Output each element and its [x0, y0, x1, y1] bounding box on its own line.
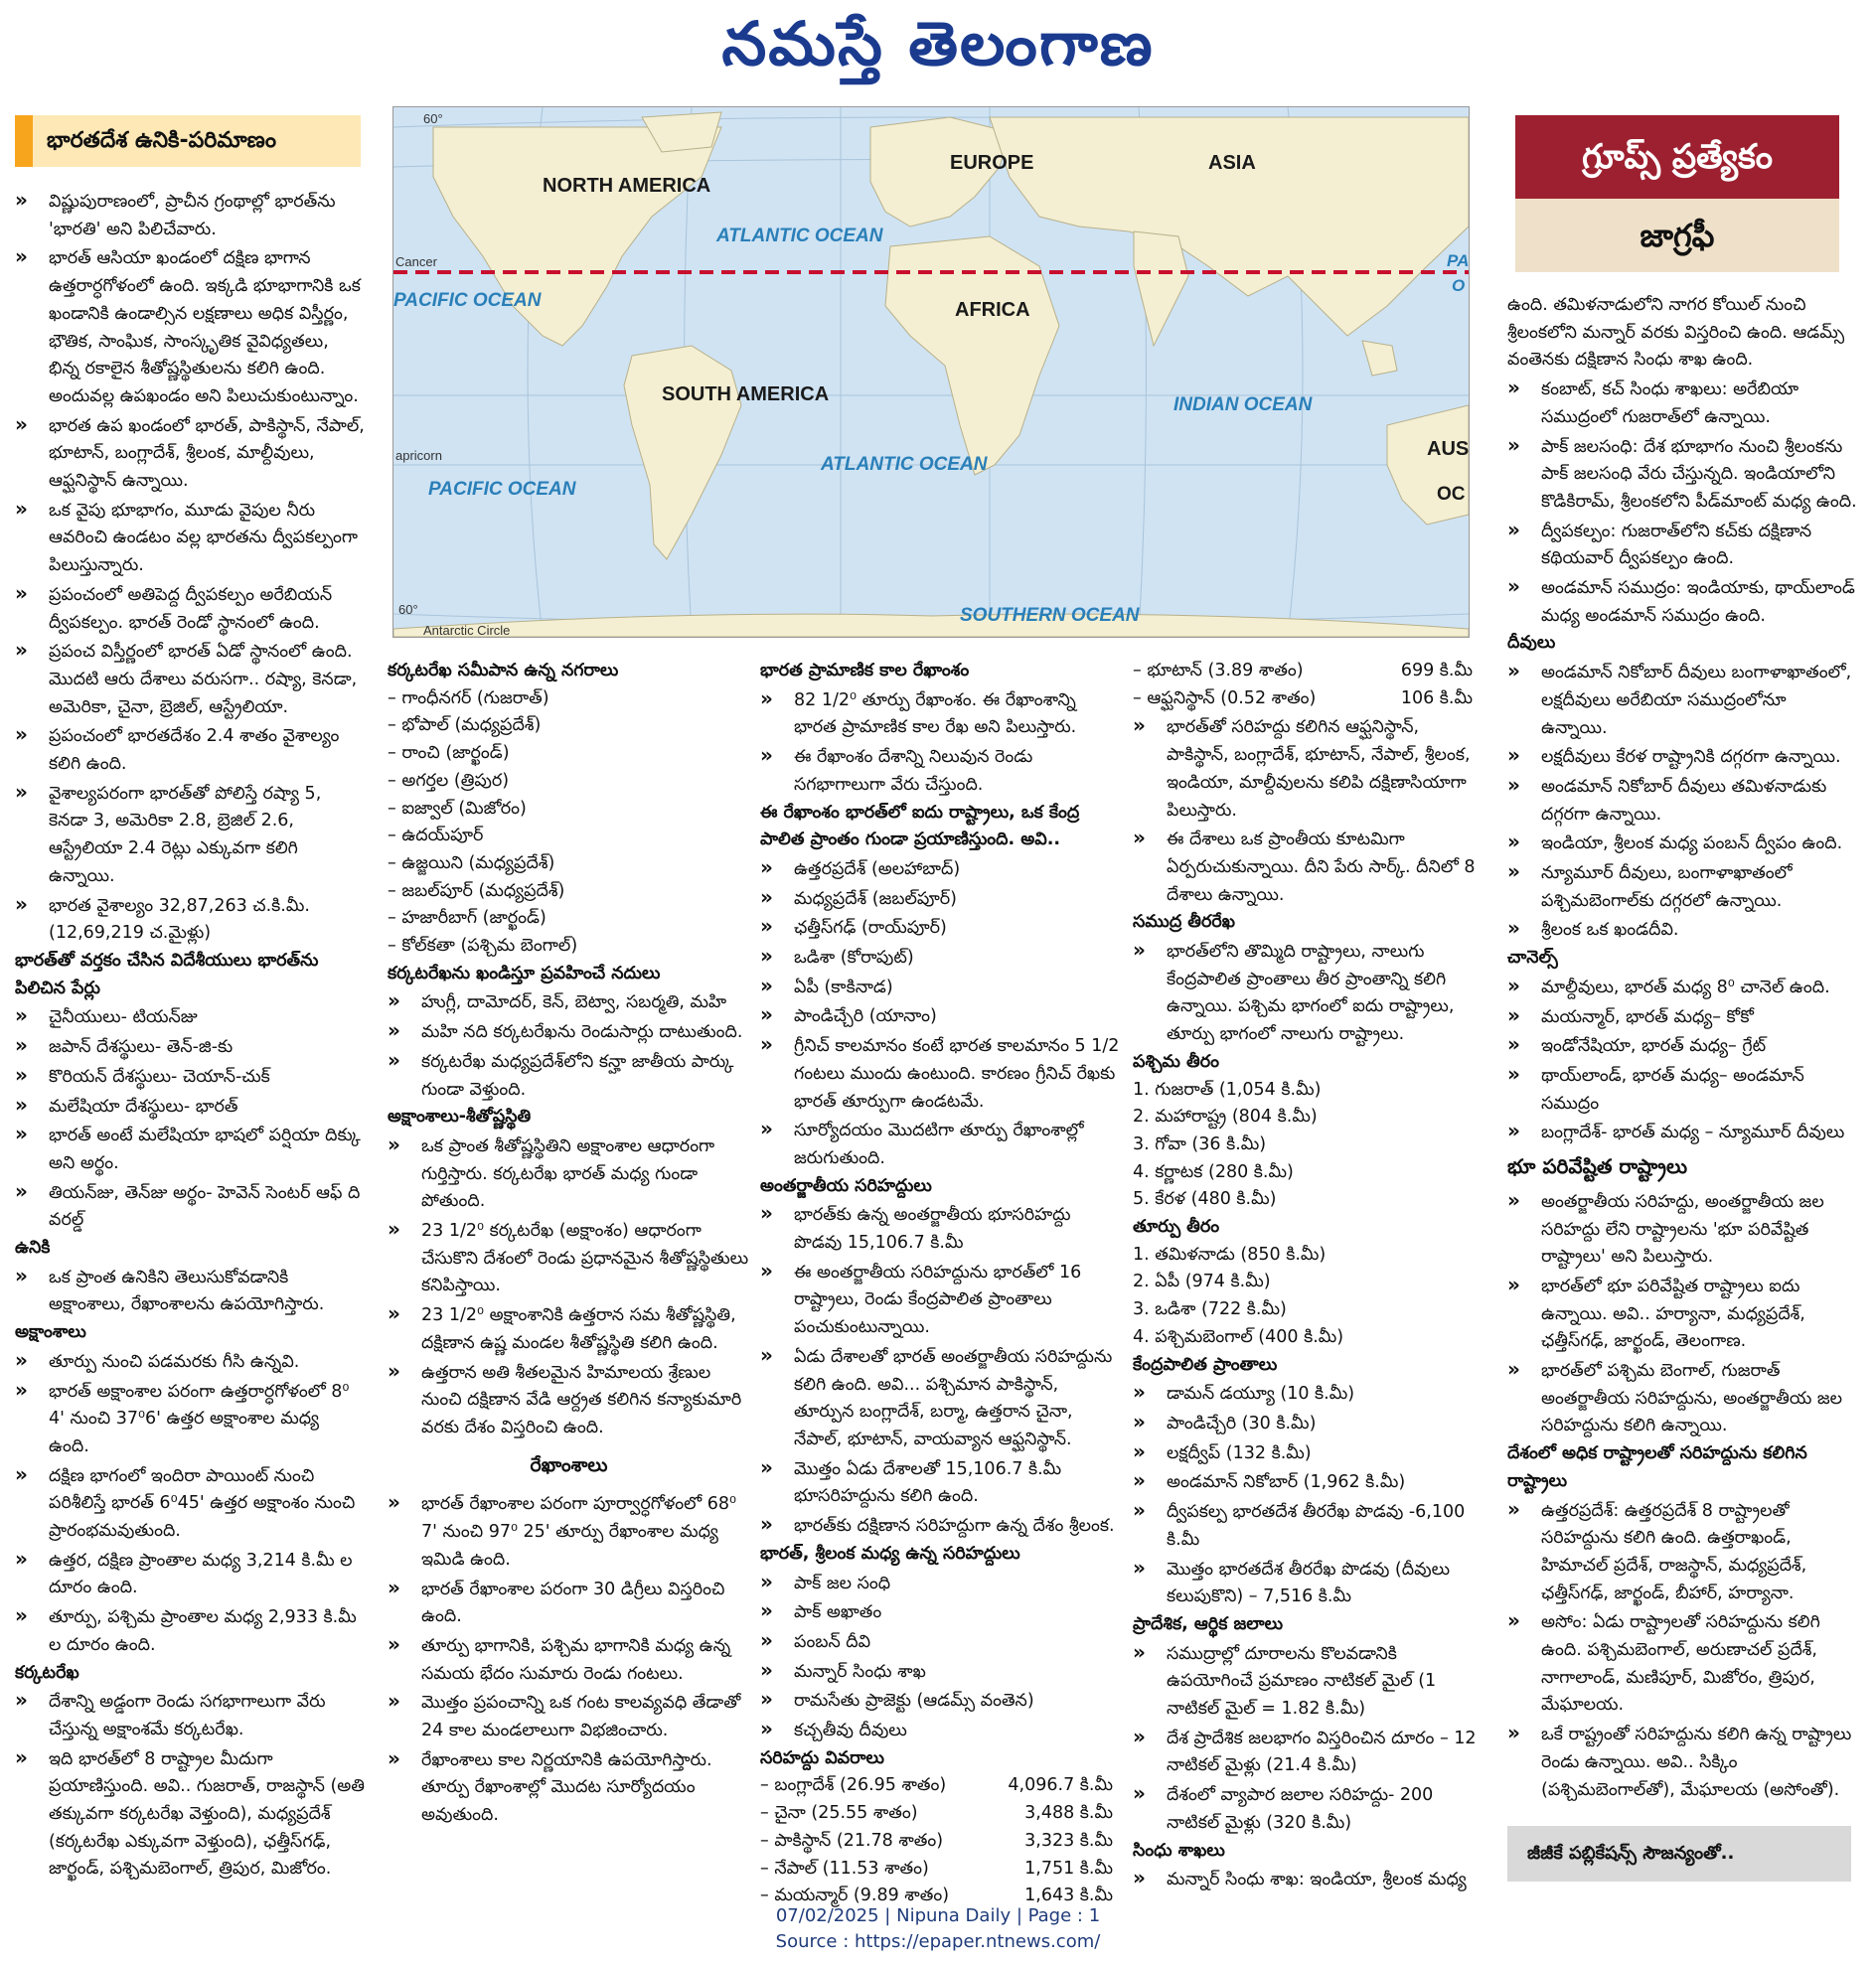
bullet-item: » కొరియన్ దేశస్థులు- చెయాన్-చుక్ — [15, 1062, 365, 1092]
map-label: PACIFIC OCEAN — [428, 479, 576, 500]
subheading: ప్రాదేశిక, ఆర్థిక జలాలు — [1133, 1613, 1284, 1634]
subheading: చానెల్స్ — [1507, 948, 1558, 969]
bullet-item: » మొత్తం ప్రపంచాన్ని ఒక గంట కాలవ్యవధి తేడాతో 24 కాల మండలాలుగా విభజించారు. — [388, 1688, 750, 1744]
text-line: 5. కేరళ (480 కి.మీ) — [1133, 1189, 1277, 1210]
bullet-item: » డామన్ డయ్యూ (10 కి.మీ) — [1133, 1379, 1483, 1409]
bullet-item: » మయన్మార్, భారత్ మధ్య– కోకో — [1507, 1002, 1857, 1032]
bullet-item: » ఇండోనేషియా, భారత్ మధ్య– గ్రేట్ — [1507, 1031, 1857, 1061]
border-row — [1133, 685, 1483, 713]
map-label: AUS — [1427, 438, 1469, 460]
dash-item: – గాంధీనగర్ (గుజరాత్) — [388, 685, 750, 713]
bullet-item: » శ్రీలంక ఒక ఖండదీవి. — [1507, 915, 1857, 945]
subheading: కర్కటరేఖ సమీపాన ఉన్న నగరాలు — [388, 661, 619, 680]
border-country: – భూటాన్ (3.89 శాతం) — [1133, 658, 1304, 685]
bullet-item: » మధ్యప్రదేశ్ (జబల్‌పూర్) — [760, 884, 1123, 914]
text-line: 3. గోవా (36 కి.మీ) — [1133, 1133, 1267, 1154]
bullet-item: » సూర్యోదయం మొదటిగా తూర్పు రేఖాంశాల్లో జరుగుతుంది. — [760, 1116, 1123, 1172]
subheading: సింధు శాఖలు — [1133, 1840, 1225, 1861]
subheading: అక్షాంశాలు — [15, 1322, 86, 1343]
bullet-item: » ఒకే రాష్ట్రంతో సరిహద్దును కలిగి ఉన్న రాష్ట్రాలు రెండు ఉన్నాయి. అవి.. సిక్కిం (పశ్చిమబెంగాల్‌తో), మేఘాలయ (అసోంతో). — [1507, 1720, 1857, 1804]
text-line: 3. ఒడిశా (722 కి.మీ) — [1133, 1299, 1287, 1320]
text-line: 4. పశ్చిమబెంగాల్ (400 కి.మీ) — [1133, 1326, 1344, 1347]
bullet-item: » భారత్ అంటే మలేషియా భాషలో పర్షియా దిక్కు అని అర్థం. — [15, 1121, 365, 1177]
bullet-item: » బంగ్లాదేశ్- భారత్ మధ్య – న్యూమూర్ దీవులు — [1507, 1118, 1857, 1147]
bullet-item: » భారత్‌లోని తొమ్మిది రాష్ట్రాలు, నాలుగు కేంద్రపాలిత ప్రాంతాలు తీర ప్రాంతాన్ని కలిగి ఉన్నాయి. పశ్చిమ భాగంలో ఐదు రాష్ట్రాలు, తూర్పు భాగంలో నాలుగు రాష్ట్రాలు. — [1133, 937, 1483, 1049]
bullet-item: » తూర్పు, పశ్చిమ ప్రాంతాల మధ్య 2,933 కి.మీ ల దూరం ఉంది. — [15, 1602, 365, 1659]
bullet-item: » ద్వీపకల్ప భారతదేశ తీరరేఖ పొడవు -6,100 కి.మీ — [1133, 1497, 1483, 1554]
dash-item: – అగర్తల (త్రిపుర) — [388, 768, 750, 796]
bullet-item: » పంబన్ దీవి — [760, 1627, 1123, 1657]
map-label: ATLANTIC OCEAN — [821, 454, 988, 475]
bullet-item: » థాయ్‌లాండ్, భారత్ మధ్య– అండమాన్ సముద్రం — [1507, 1061, 1857, 1118]
footer-date: 07/02/2025 | Nipuna Daily | Page : 1 — [775, 1905, 1101, 1926]
subheading: కర్కటరేఖ — [15, 1662, 79, 1683]
bullet-item: » ఉత్తర, దక్షిణ ప్రాంతాల మధ్య 3,214 కి.మీ ల దూరం ఉంది. — [15, 1546, 365, 1602]
subheading: పశ్చిమ తీరం — [1133, 1051, 1219, 1072]
bullet-item: » తియన్‌జు, తెన్‌జు అర్థం- హెవెన్ సెంటర్ ఆఫ్ ది వరల్డ్ — [15, 1178, 365, 1235]
credit-box: జీజీకే పబ్లికేషన్స్ సౌజన్యంతో.. — [1507, 1826, 1851, 1882]
bullet-item: » ప్రపంచంలో అతిపెద్ద ద్వీపకల్పం అరేబియన్ ద్వీపకల్పం. భారత్ రెండో స్థానంలో ఉంది. — [15, 580, 365, 637]
bullet-item: » పాండిచ్చేరి (30 కి.మీ) — [1133, 1409, 1483, 1438]
bullet-item: » మలేషియా దేశస్థులు- భారత్ — [15, 1092, 365, 1122]
column-2 — [388, 658, 750, 1830]
map-label: EUROPE — [950, 152, 1034, 174]
bullet-item: » 23 1/2⁰ అక్షాంశానికి ఉత్తరాన సమ శీతోష్ణస్థితి, దక్షిణాన ఉష్ణ మండల శీతోష్ణస్థితి కలిగి ఉంది. — [388, 1300, 750, 1357]
subheading: దీవులు — [1507, 633, 1556, 654]
bullet-item: » పాక్ జల సంధి — [760, 1569, 1123, 1598]
bullet-item: » ఒడిశా (కోరాపుట్) — [760, 943, 1123, 973]
border-country: – చైనా (25.55 శాతం) — [760, 1800, 918, 1828]
bullet-item: » రేఖాంశాలు కాల నిర్ణయానికి ఉపయోగిస్తారు. తూర్పు రేఖాంశాల్లో మొదట సూర్యోదయం అవుతుంది. — [388, 1745, 750, 1830]
text-line: 2. ఏపీ (974 కి.మీ) — [1133, 1272, 1271, 1292]
bullet-item: » ఒక ప్రాంత శీతోష్ణస్థితిని అక్షాంశాల ఆధారంగా గుర్తిస్తారు. కర్కటరేఖ భారత్ మధ్య గుండా పోతుంది. — [388, 1132, 750, 1216]
column-1 — [15, 187, 365, 1884]
bullet-item: » ఇది భారత్‌లో 8 రాష్ట్రాల మీదుగా ప్రయాణిస్తుంది. అవి.. గుజరాత్, రాజస్థాన్ (అతి తక్కువగా కర్కటరేఖ వెళ్తుంది), మధ్యప్రదేశ్ (కర్కటరేఖ ఎక్కువగా వెళ్తుంది), ఛత్తీస్‌గఢ్, జార్ఖండ్, పశ్చిమబెంగాల్, త్రిపుర, మిజోరం. — [15, 1744, 365, 1885]
border-country: – బంగ్లాదేశ్ (26.95 శాతం) — [760, 1772, 946, 1800]
map-label: SOUTH AMERICA — [662, 383, 830, 405]
bullet-item: » భారత్ రేఖాంశాల పరంగా 30 డిగ్రీలు విస్తరించి ఉంది. — [388, 1575, 750, 1631]
bullet-item: » అంతర్జాతీయ సరిహద్దు, అంతర్జాతీయ జల సరిహద్దు లేని రాష్ట్రాలను 'భూ పరివేష్టిత రాష్ట్రాలు' అని పిలుస్తారు. — [1507, 1187, 1857, 1272]
map-label: OC — [1437, 484, 1466, 505]
bullet-item: » దేశంలో వ్యాపార జలాల సరిహద్దు- 200 నాటికల్ మైళ్లు (320 కి.మీ) — [1133, 1780, 1483, 1837]
map-label: AFRICA — [955, 299, 1030, 321]
dash-item: – కోల్‌కతా (పశ్చిమ బెంగాల్) — [388, 933, 750, 961]
bullet-item: » మహి నది కర్కటరేఖను రెండుసార్లు దాటుతుంది. — [388, 1017, 750, 1047]
bullet-item: » దేశాన్ని అడ్డంగా రెండు సగభాగాలుగా వేరు చేస్తున్న అక్షాంశమే కర్కటరేఖ. — [15, 1687, 365, 1743]
bullet-item: » అండమాన్ నికోబార్ (1,962 కి.మీ) — [1133, 1467, 1483, 1497]
bullet-item: » భారత ఉప ఖండంలో భారత్, పాకిస్థాన్, నేపాల్, భూటాన్, బంగ్లాదేశ్, శ్రీలంక, మాల్దీవులు, ఆఫ్ఘనిస్థాన్ ఉన్నాయి. — [15, 411, 365, 496]
dash-item: – భోపాల్ (మధ్యప్రదేశ్) — [388, 712, 750, 740]
bullet-item: » ఈ దేశాలు ఒక ప్రాంతీయ కూటమిగా ఏర్పరుచుకున్నాయి. దీని పేరు సార్క్. దీనిలో 8 దేశాలు ఉన్నాయి. — [1133, 825, 1483, 909]
map-label: 60° — [398, 602, 418, 617]
bullet-item: » 23 1/2⁰ కర్కటరేఖ (అక్షాంశం) ఆధారంగా చేసుకొని దేశంలో రెండు ప్రధానమైన శీతోష్ణస్థితులు కనిపిస్తాయి. — [388, 1216, 750, 1300]
subheading: భారత ప్రామాణిక కాల రేఖాంశం — [760, 661, 970, 680]
bullet-item: » దక్షిణ భాగంలో ఇందిరా పాయింట్ నుంచి పరిశీలిస్తే భారత్ 6⁰45' ఉత్తర అక్షాంశం నుంచి ప్రారంభమవుతుంది. — [15, 1461, 365, 1546]
bullet-item: » భారత్ ఆసియా ఖండంలో దక్షిణ భాగాన ఉత్తరార్ధగోళంలో ఉంది. ఇక్కడి భూభాగానికి ఒక ఖండానికి ఉండాల్సిన లక్షణాలు అధిక విస్తీర్ణం, భౌతిక, సాంఘిక, సాంస్కృతిక వైవిధ్యతలు, భిన్న రకాలైన శీతోష్ణస్థితులను కలిగి ఉంది. అందువల్ల ఉపఖండం అని పిలుచుకుంటున్నాం. — [15, 243, 365, 410]
bullet-item: » జపాన్ దేశస్థులు- తెన్-జి-కు — [15, 1032, 365, 1062]
bullet-item: » ఛత్తీస్‌గఢ్ (రాయ్‌పూర్) — [760, 913, 1123, 943]
bullet-item: » భారత వైశాల్యం 32,87,263 చ.కి.మీ. (12,69,219 చ.మైళ్లు) — [15, 891, 365, 948]
map-label: Antarctic Circle — [423, 623, 511, 637]
bullet-item: » ఒక ప్రాంత ఉనికిని తెలుసుకోవడానికి అక్షాంశాలు, రేఖాంశాలను ఉపయోగిస్తారు. — [15, 1263, 365, 1319]
border-length: 3,323 కి.మీ — [1024, 1830, 1113, 1851]
subheading: తూర్పు తీరం — [1133, 1217, 1220, 1238]
subheading: సరిహద్దు వివరాలు — [760, 1747, 884, 1768]
map-label: SOUTHERN OCEAN — [960, 605, 1140, 626]
border-length: 1,751 కి.మీ — [1024, 1858, 1113, 1879]
bullet-item: » ఇండియా, శ్రీలంక మధ్య పంబన్ ద్వీపం ఉంది. — [1507, 829, 1857, 858]
map-label: INDIAN OCEAN — [1173, 394, 1313, 415]
bullet-item: » తూర్పు నుంచి పడమరకు గీసి ఉన్నవి. — [15, 1347, 365, 1377]
column-5 — [1507, 292, 1857, 1804]
column-4 — [1133, 658, 1483, 1894]
text-line: ఉంది. తమిళనాడులోని నాగర కోయిల్ నుంచి శ్రీలంకలోని మన్నార్ వరకు విస్తరించి ఉంది. ఆడమ్స్ వంతెనకు దక్షిణాన సింధు శాఖ ఉంది. — [1507, 295, 1845, 371]
bullet-item: » చైనీయులు- టియన్‌జు — [15, 1002, 365, 1032]
border-row — [760, 1800, 1123, 1828]
bullet-item: » అండమాన్ నికోబార్ దీవులు తమిళనాడుకు దగ్గరగా ఉన్నాయి. — [1507, 772, 1857, 829]
border-row — [1133, 658, 1483, 685]
bullet-item: » సముద్రాల్లో దూరాలను కొలవడానికి ఉపయోగించే ప్రమాణం నాటికల్ మైల్ (1 నాటికల్ మైల్ = 1.82 కి.మీ) — [1133, 1639, 1483, 1724]
border-row — [760, 1856, 1123, 1884]
border-length: 699 కి.మీ — [1400, 661, 1473, 680]
bullet-item: » పాండిచ్చేరి (యానాం) — [760, 1001, 1123, 1031]
bullet-item: » పాక్ అఖాతం — [760, 1597, 1123, 1627]
map-label: apricorn — [395, 448, 442, 463]
map-label: ATLANTIC OCEAN — [716, 226, 883, 246]
dash-item: – ఉజ్జయిని (మధ్యప్రదేశ్) — [388, 850, 750, 878]
border-length: 1,643 కి.మీ — [1024, 1886, 1113, 1906]
border-country: – ఆఫ్ఘనిస్థాన్ (0.52 శాతం) — [1133, 685, 1316, 713]
bullet-item: » కంబాట్, కచ్ సింధు శాఖలు: అరేబియా సముద్రంలో గుజరాత్‌లో ఉన్నాయి. — [1507, 375, 1857, 431]
border-country: – మయన్మార్ (9.89 శాతం) — [760, 1883, 949, 1910]
bullet-item: » అండమాన్ సముద్రం: ఇండియాకు, థాయ్‌లాండ్ మధ్య అండమాన్ సముద్రం ఉంది. — [1507, 573, 1857, 630]
bullet-item: » హుగ్లీ, దామోదర్, కెన్, బెట్వా, సబర్మతి, మహి — [388, 987, 750, 1017]
map-label: NORTH AMERICA — [543, 175, 711, 197]
column-3 — [760, 658, 1123, 1910]
subheading: కేంద్రపాలిత ప్రాంతాలు — [1133, 1354, 1278, 1375]
bullet-item: » మాల్దీవులు, భారత్ మధ్య 8⁰ చానెల్ ఉంది. — [1507, 973, 1857, 1002]
dash-item: – ఉదయ్‌పూర్ — [388, 823, 750, 850]
text-line: 4. కర్ణాటక (280 కి.మీ) — [1133, 1161, 1294, 1182]
bullet-item: » ఏడు దేశాలతో భారత్ అంతర్జాతీయ సరిహద్దును కలిగి ఉంది. అవి... పశ్చిమాన పాకిస్థాన్, తూర్పున బంగ్లాదేశ్, బర్మా, ఉత్తరాన చైనా, నేపాల్, భూటాన్, వాయవ్యాన ఆఫ్ఘనిస్థాన్. — [760, 1342, 1123, 1454]
bullet-item: » ప్రపంచంలో భారతదేశం 2.4 శాతం వైశాల్యం కలిగి ఉంది. — [15, 721, 365, 778]
banner-top: గ్రూప్స్ ప్రత్యేకం — [1515, 115, 1839, 199]
footer-source: Source : https://epaper.ntnews.com/ — [775, 1931, 1101, 1952]
map-label: PACIFIC OCEAN — [393, 290, 542, 311]
bullet-item: » మన్నార్ సింధు శాఖ — [760, 1657, 1123, 1687]
map-label: O — [1452, 276, 1466, 295]
bullet-item: » ఉత్తరప్రదేశ్ (అలహాబాద్) — [760, 854, 1123, 884]
footer — [0, 1903, 1876, 1955]
bullet-item: » భారత్‌తో సరిహద్దు కలిగిన ఆఫ్ఘనిస్థాన్, పాకిస్థాన్, బంగ్లాదేశ్, భూటాన్, నేపాల్, శ్రీలంక, ఇండియా, మాల్దీవులను కలిపి దక్షిణాసియాగా పిలుస్తారు. — [1133, 712, 1483, 825]
dash-item: – హజారీబాగ్ (జార్ఖండ్) — [388, 905, 750, 933]
text-line: 2. మహారాష్ట్ర (804 కి.మీ) — [1133, 1107, 1318, 1128]
subheading: కర్కటరేఖను ఖండిస్తూ ప్రవహించే నదులు — [388, 963, 661, 983]
bullet-item: » తూర్పు భాగానికి, పశ్చిమ భాగానికి మధ్య ఉన్న సమయ భేదం సుమారు రెండు గంటలు. — [388, 1631, 750, 1688]
dash-item: – ఐజ్వాల్ (మిజోరం) — [388, 796, 750, 824]
bullet-item: » లక్షద్వీప్ (132 కి.మీ) — [1133, 1438, 1483, 1468]
subheading: సముద్ర తీరరేఖ — [1133, 912, 1235, 933]
border-row — [760, 1828, 1123, 1856]
bullet-item: » మొత్తం భారతదేశ తీరరేఖ పొడవు (దీవులు కలుపుకొని) – 7,516 కి.మీ — [1133, 1555, 1483, 1611]
border-country: – పాకిస్థాన్ (21.78 శాతం) — [760, 1828, 943, 1856]
map-label: ASIA — [1208, 152, 1256, 174]
bullet-item: » న్యూమూర్ దీవులు, బంగాళాఖాతంలో పశ్చిమబెంగాల్‌కు దగ్గరలో ఉన్నాయి. — [1507, 858, 1857, 915]
bullet-item: » కర్కటరేఖ మధ్యప్రదేశ్‌లోని కన్హా జాతీయ పార్కు గుండా వెళ్తుంది. — [388, 1047, 750, 1104]
bullet-item: » ఉత్తరాన అతి శీతలమైన హిమాలయ శ్రేణుల నుంచి దక్షిణాన వేడి ఆర్ద్రత కలిగిన కన్యాకుమారి వరకు దేశం విస్తరించి ఉంది. — [388, 1358, 750, 1442]
bullet-item: » ఉత్తరప్రదేశ్: ఉత్తరప్రదేశ్ 8 రాష్ట్రాలతో సరిహద్దును కలిగి ఉంది. ఉత్తరాఖండ్, హిమాచల్ ప్రదేశ్, రాజస్థాన్, మధ్యప్రదేశ్, ఛత్తీస్‌గఢ్, జార్ఖండ్, బీహార్, హర్యానా. — [1507, 1496, 1857, 1608]
subheading: రేఖాంశాలు — [530, 1453, 608, 1476]
bullet-item: » ఏపీ (కాకినాడ) — [760, 973, 1123, 1002]
world-map-graphic — [393, 107, 1469, 637]
bullet-item: » రామసేతు ప్రాజెక్టు (ఆడమ్స్ వంతెన) — [760, 1686, 1123, 1716]
bullet-item: » భారత్‌కు దక్షిణాన సరిహద్దుగా ఉన్న దేశం శ్రీలంక. — [760, 1511, 1123, 1541]
bullet-item: » ఈ అంతర్జాతీయ సరిహద్దును భారత్‌లో 16 రాష్ట్రాలు, రెండు కేంద్రపాలిత ప్రాంతాలు పంచుకుంటున్నాయి. — [760, 1258, 1123, 1342]
border-length: 3,488 కి.మీ — [1024, 1803, 1113, 1824]
border-row — [760, 1772, 1123, 1800]
subheading: దేశంలో అధిక రాష్ట్రాలతో సరిహద్దును కలిగిన రాష్ట్రాలు — [1507, 1443, 1807, 1491]
bullet-item: » దేశ ప్రాదేశిక జలభాగం విస్తరించిన దూరం – 12 నాటికల్ మైళ్లు (21.4 కి.మీ) — [1133, 1724, 1483, 1780]
dash-item: – జబల్‌పూర్ (మధ్యప్రదేశ్) — [388, 878, 750, 906]
text-line: 1. గుజరాత్ (1,054 కి.మీ) — [1133, 1079, 1322, 1100]
dash-item: – రాంచి (జార్ఖండ్) — [388, 740, 750, 768]
bullet-item: » ద్వీపకల్పం: గుజరాత్‌లోని కచ్‌కు దక్షిణాన కథియవార్ ద్వీపకల్పం ఉంది. — [1507, 517, 1857, 573]
bullet-item: » ఒక వైపు భూభాగం, మూడు వైపుల నీరు ఆవరించి ఉండటం వల్ల భారతను ద్వీపకల్పంగా పిలుస్తున్నారు. — [15, 496, 365, 580]
masthead: నమస్తే తెలంగాణ — [721, 9, 1155, 80]
bullet-item: » ఈ రేఖాంశం దేశాన్ని నిలువున రెండు సగభాగాలుగా వేరు చేస్తుంది. — [760, 742, 1123, 799]
text-line: 1. తమిళనాడు (850 కి.మీ) — [1133, 1244, 1327, 1265]
map-label: 60° — [423, 111, 443, 126]
bullet-item: » మొత్తం ఏడు దేశాలతో 15,106.7 కి.మీ భూసరిహద్దును కలిగి ఉంది. — [760, 1454, 1123, 1511]
bullet-item: » భారత్‌లో పశ్చిమ బెంగాల్, గుజరాత్ అంతర్జాతీయ సరిహద్దును, అంతర్జాతీయ జల సరిహద్దును కలిగి ఉన్నాయి. — [1507, 1356, 1857, 1440]
bullet-item: » భారత్‌లో భూ పరివేష్టిత రాష్ట్రాలు ఐదు ఉన్నాయి. అవి.. హర్యానా, మధ్యప్రదేశ్, ఛత్తీస్‌గఢ్, జార్ఖండ్, తెలంగాణ. — [1507, 1272, 1857, 1356]
subheading: భారత్‌తో వర్తకం చేసిన విదేశీయులు భారత్‌ను పిలిచిన పేర్లు — [15, 950, 319, 998]
bullet-item: » వైశాల్యపరంగా భారత్‌తో పోలిస్తే రష్యా 5, కెనడా 3, అమెరికా 2.8, బ్రెజిల్ 2.6, ఆస్ట్రేలియా 2.4 రెట్లు ఎక్కువగా కలిగి ఉన్నాయి. — [15, 779, 365, 891]
bullet-item: » 82 1/2⁰ తూర్పు రేఖాంశం. ఈ రేఖాంశాన్ని భారత ప్రామాణిక కాల రేఖ అని పిలుస్తారు. — [760, 685, 1123, 742]
map-label: PA — [1447, 251, 1469, 270]
banner-subject: జాగ్రఫీ — [1515, 199, 1839, 272]
bullet-item: » భారత్ అక్షాంశాల పరంగా ఉత్తరార్ధగోళంలో 8⁰ 4' నుంచి 37⁰6' ఉత్తర అక్షాంశాల మధ్య ఉంది. — [15, 1377, 365, 1461]
section-title: భారతదేశ ఉనికి-పరిమాణం — [15, 115, 361, 167]
bullet-item: » కచ్చతీవు దీవులు — [760, 1716, 1123, 1745]
world-map — [392, 106, 1470, 638]
border-length: 4,096.7 కి.మీ — [1008, 1775, 1113, 1796]
groups-banner — [1515, 115, 1839, 272]
subheading: భారత్, శ్రీలంక మధ్య ఉన్న సరిహద్దులు — [760, 1543, 1020, 1564]
subheading: ఈ రేఖాంశం భారత్‌లో ఐదు రాష్ట్రాలు, ఒక కేంద్ర పాలిత ప్రాంతం గుండా ప్రయాణిస్తుంది. అవి.. — [760, 802, 1080, 850]
bullet-item: » లక్షదీవులు కేరళ రాష్ట్రానికి దగ్గరగా ఉన్నాయి. — [1507, 742, 1857, 772]
bullet-item: » పాక్ జలసంధి: దేశ భూభాగం నుంచి శ్రీలంకను పాక్ జలసంధి వేరు చేస్తున్నది. ఇండియాలోని కొడికిరామ్, శ్రీలంకలోని పీడ్‌మాంట్ మధ్య ఉంది. — [1507, 432, 1857, 517]
subheading: భూ పరివేష్టిత రాష్ట్రాలు — [1507, 1154, 1688, 1179]
bullet-item: » విష్ణుపురాణంలో, ప్రాచీన గ్రంథాల్లో భారత్‌ను 'భారతి' అని పిలిచేవారు. — [15, 187, 365, 243]
map-label: Cancer — [395, 254, 437, 269]
bullet-item: » భారత్‌కు ఉన్న అంతర్జాతీయ భూసరిహద్దు పొడవు 15,106.7 కి.మీ — [760, 1200, 1123, 1257]
bullet-item: » అండమాన్ నికోబార్ దీవులు బంగాళాఖాతంలో, లక్షదీవులు అరేబియా సముద్రంలోనూ ఉన్నాయి. — [1507, 658, 1857, 742]
bullet-item: » అసోం: ఏడు రాష్ట్రాలతో సరిహద్దును కలిగి ఉంది. పశ్చిమబెంగాల్, అరుణాచల్ ప్రదేశ్, నాగాలాండ్, మణిపూర్, మిజోరం, త్రిపుర, మేఘాలయ. — [1507, 1607, 1857, 1720]
bullet-item: » ప్రపంచ విస్తీర్ణంలో భారత్ ఏడో స్థానంలో ఉంది. మొదటి ఆరు దేశాలు వరుసగా.. రష్యా, కెనడా, అమెరికా, చైనా, బ్రెజిల్, ఆస్ట్రేలియా. — [15, 637, 365, 721]
subheading: అంతర్జాతీయ సరిహద్దులు — [760, 1175, 932, 1196]
border-length: 106 కి.మీ — [1400, 687, 1473, 708]
bullet-item: » భారత్ రేఖాంశాల పరంగా పూర్వార్ధగోళంలో 68⁰ 7' నుంచి 97⁰ 25' తూర్పు రేఖాంశాల మధ్య ఇమిడి ఉంది. — [388, 1489, 750, 1574]
bullet-item: » మన్నార్ సింధు శాఖ: ఇండియా, శ్రీలంక మధ్య — [1133, 1865, 1483, 1894]
subheading: అక్షాంశాలు-శీతోష్ణస్థితి — [388, 1107, 532, 1128]
subheading: ఉనికి — [15, 1238, 51, 1259]
bullet-item: » గ్రీనిచ్ కాలమానం కంటే భారత కాలమానం 5 1/2 గంటలు ముందు ఉంటుంది. కారణం గ్రీనిచ్ రేఖకు భారత్ తూర్పుగా ఉండటమే. — [760, 1031, 1123, 1116]
border-country: – నేపాల్ (11.53 శాతం) — [760, 1856, 929, 1884]
